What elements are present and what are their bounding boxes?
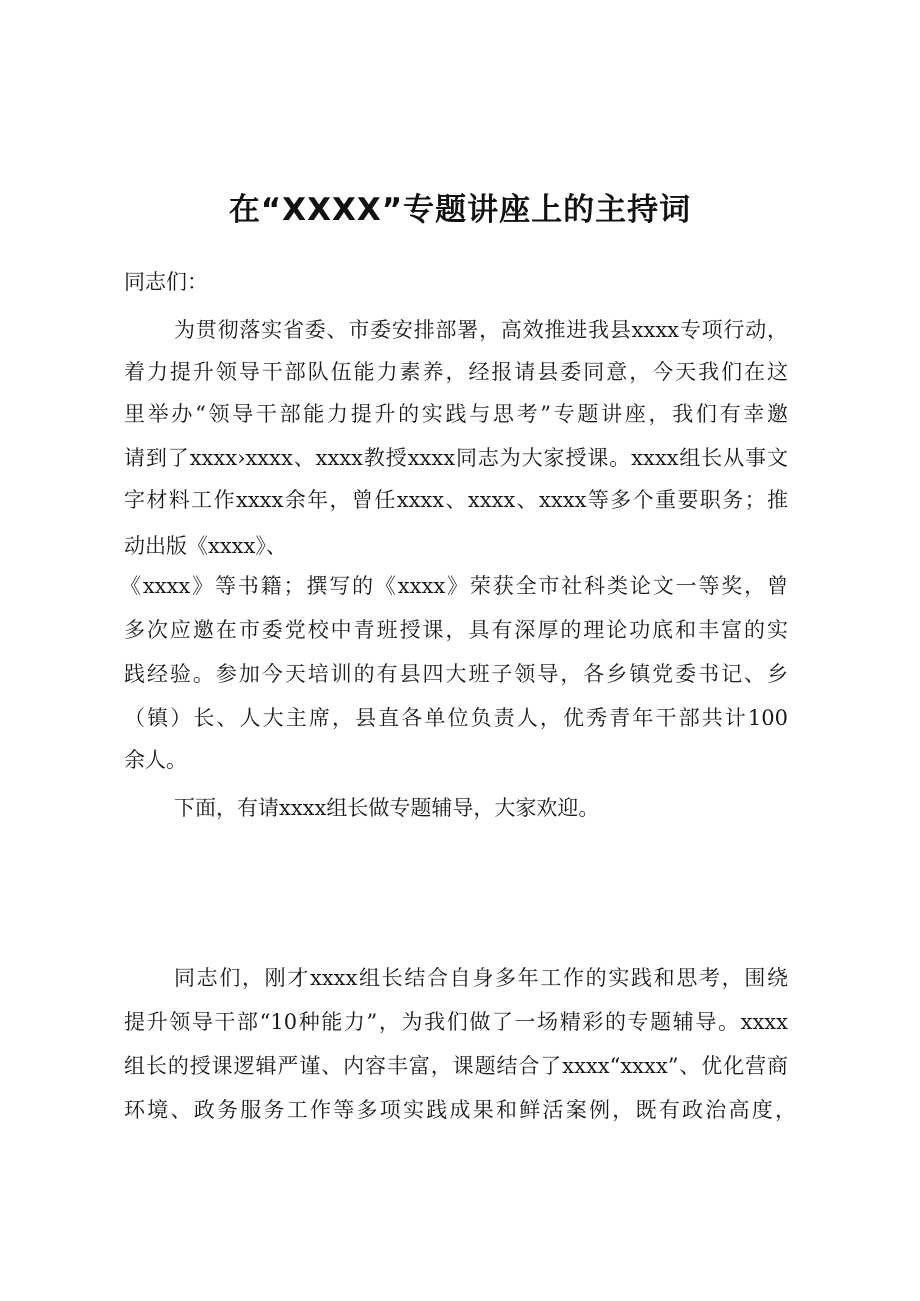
paragraph-line: 《xxxx》等书籍；撰写的《xxxx》荣获全市社科类论文一等奖，曾 xyxy=(120,574,788,598)
paragraph-line: 字材料工作xxxx余年，曾任xxxx、xxxx、xxxx等多个重要职务；推 xyxy=(124,488,788,512)
paragraph-line: 践经验。参加今天培训的有县四大班子领导，各乡镇党委书记、乡 xyxy=(124,662,788,686)
paragraph-line: 余人。 xyxy=(124,748,187,772)
paragraph-line: 同志们，刚才xxxx组长结合自身多年工作的实践和思考，围绕 xyxy=(174,966,788,990)
paragraph-line: 为贯彻落实省委、市委安排部署，高效推进我县xxxx专项行动， xyxy=(174,318,788,342)
paragraph-line: 环境、政务服务工作等多项实践成果和鲜活案例，既有政治高度， xyxy=(124,1098,796,1122)
paragraph-line: 提升领导干部“10种能力”，为我们做了一场精彩的专题辅导。xxxx xyxy=(124,1010,788,1034)
paragraph-line: 里举办“领导干部能力提升的实践与思考”专题讲座，我们有幸邀 xyxy=(124,402,788,426)
paragraph-line: （镇）长、人大主席，县直各单位负责人，优秀青年干部共计100 xyxy=(124,706,788,730)
paragraph-line: 动出版《xxxx》、 xyxy=(124,534,287,558)
paragraph-line: 着力提升领导干部队伍能力素养，经报请县委同意，今天我们在这 xyxy=(124,360,788,384)
paragraph-line: 请到了xxxx›xxxx、xxxx教授xxxx同志为大家授课。xxxx组长从事文 xyxy=(124,446,788,470)
document-title: 在“XXXX”专题讲座上的主持词 xyxy=(228,192,692,228)
paragraph-line: 多次应邀在市委党校中青班授课，具有深厚的理论功底和丰富的实 xyxy=(124,618,788,642)
paragraph-line: 下面，有请xxxx组长做专题辅导，大家欢迎。 xyxy=(174,796,600,820)
salutation: 同志们： xyxy=(124,270,208,294)
paragraph-line: 组长的授课逻辑严谨、内容丰富，课题结合了xxxx“xxxx”、优化营商 xyxy=(124,1054,788,1078)
